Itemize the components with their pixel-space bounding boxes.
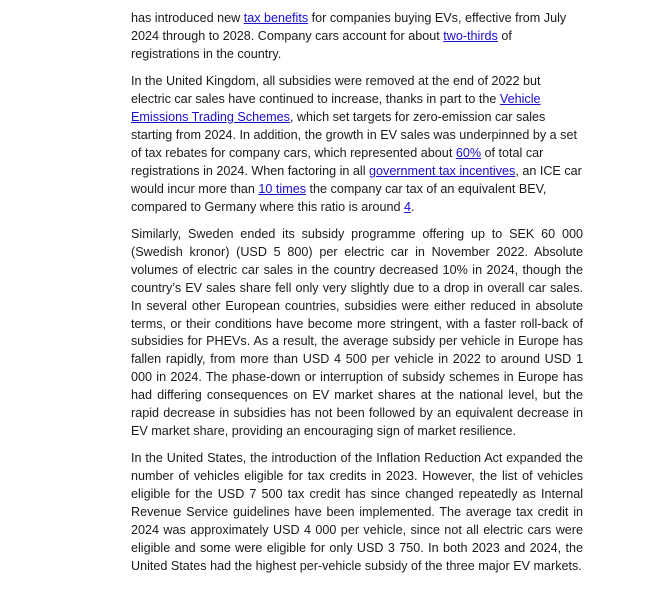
text-segment: has introduced new: [131, 11, 244, 25]
link-two-thirds[interactable]: two-thirds: [443, 28, 498, 43]
link-10-times[interactable]: 10 times: [258, 181, 307, 196]
text-segment: of total car registrations in 2024. When factoring in all: [131, 145, 544, 178]
link-government-tax-incentives[interactable]: government tax incentives: [369, 163, 516, 178]
link-60-percent[interactable]: 60%: [455, 145, 482, 160]
text-segment: for companies buying EVs, effective from July 2024 through to 2028. Company cars account for about: [131, 11, 567, 43]
text-segment: , which set targets for zero-emission car sales starting from 2024. In addition, the growth in EV sales was underpinned by a set of tax rebates for company cars, which represented about: [131, 110, 577, 160]
paragraph-sweden-europe: [131, 226, 583, 441]
link-tax-benefits[interactable]: tax benefits: [243, 11, 309, 25]
paragraph-united-states: [131, 450, 583, 575]
paragraph-germany-tax: [131, 10, 583, 64]
text-segment: , an ICE car would incur more than: [131, 163, 582, 196]
paragraph-united-kingdom: [131, 73, 583, 216]
link-vehicle-emissions-trading-schemes[interactable]: Vehicle Emissions Trading Schemes: [131, 92, 541, 125]
text-segment: In the United Kingdom, all subsidies were removed at the end of 2022 but electric car sales have continued to increase, thanks in part to the: [131, 74, 541, 107]
text-segment: .: [411, 199, 415, 214]
text-segment: Similarly, Sweden ended its subsidy programme offering up to SEK 60 000 (Swedish kronor) (USD 5 800) per electric car in November 2022. Absolute volumes of electric car sales in the country decreased 10% in 2024, though the country’s EV sales share fell only very slightly due to a drop in overall car sales. In several other European countries, subsidies were either reduced in absolute terms, or their conditions have become more stringent, with a faster roll-back of subsidies for PHEVs. As a result, the average subsidy per vehicle in Europe has fallen rapidly, from more than USD 4 500 per vehicle in 2022 to around USD 1 000 in 2024. The phase-down or interruption of subsidy schemes in Europe has had differing consequences on EV market shares at the national level, but the rapid decrease in subsidies has not been followed by an equivalent decrease in EV market share, providing an encouraging sign of market resilience.: [131, 226, 583, 438]
text-segment: In the United States, the introduction of the Inflation Reduction Act expanded the number of vehicles eligible for tax credits in 2023. However, the list of vehicles eligible for the USD 7 500 tax credit has since changed repeatedly as Internal Revenue Service guidelines have been implemented. The average tax credit in 2024 was approximately USD 4 000 per vehicle, since not all electric cars were eligible and some were eligible for only USD 3 750. In both 2023 and 2024, the United States had the highest per-vehicle subsidy of the three major EV markets.: [131, 451, 583, 573]
link-ratio-4[interactable]: 4: [404, 199, 412, 214]
text-segment: of registrations in the country.: [131, 28, 512, 61]
document-body: [131, 10, 583, 585]
text-segment: the company car tax of an equivalent BEV, compared to Germany where this ratio is around: [131, 181, 547, 214]
